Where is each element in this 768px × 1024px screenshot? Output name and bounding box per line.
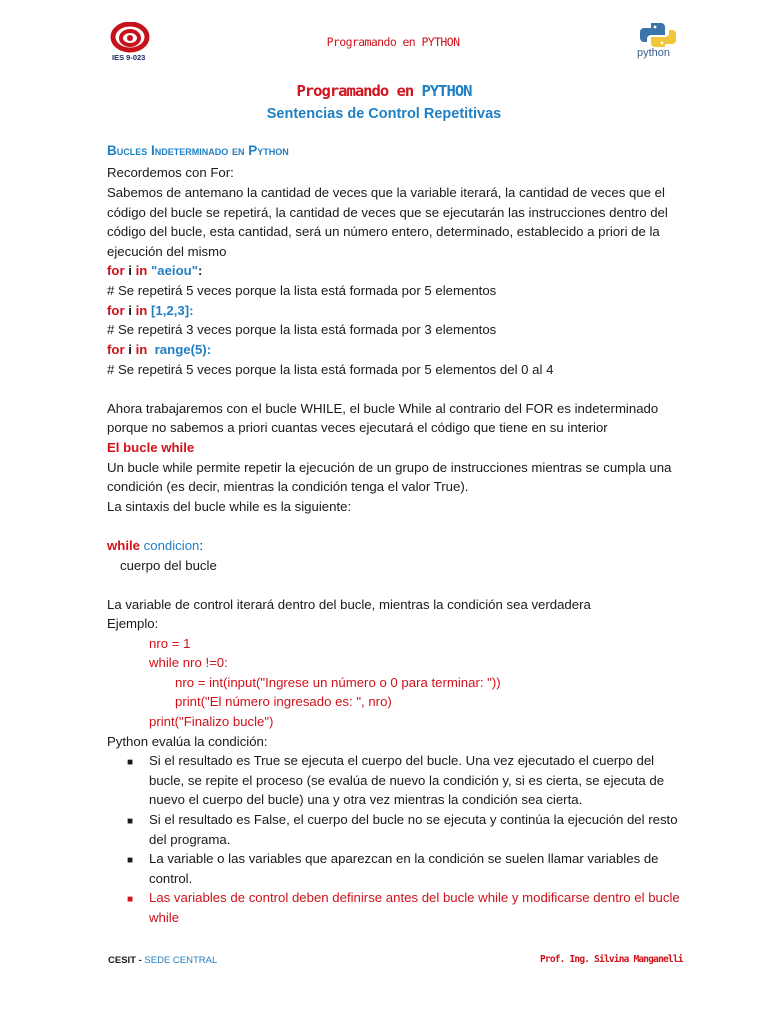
page-title	[0, 82, 768, 100]
while-syntax	[107, 536, 203, 556]
code-line: print("El número ingresado es: ", nro)	[175, 694, 392, 709]
text-line: código del bucle, esta cantidad, será un número entero, determinado, establecido a priori de la	[107, 224, 660, 239]
bullet-icon: ■	[127, 757, 134, 768]
python-logo	[635, 20, 681, 60]
python-logo-text: python	[637, 47, 671, 59]
ies-logo-icon	[108, 22, 152, 54]
text-line: Recordemos con For:	[107, 165, 234, 180]
code-line: nro = 1	[149, 636, 191, 651]
in-keyword: in	[135, 303, 148, 318]
for-colon: :	[197, 263, 203, 278]
text-line: porque no sabemos a priori cuantas veces ejecutará el código que tiene en su interior	[107, 420, 608, 435]
page-subtitle: Sentencias de Control Repetitivas	[266, 106, 502, 122]
title-part-a: Programando en	[296, 82, 414, 100]
for-sequence: range(5):	[154, 342, 212, 357]
text-line: Ahora trabajaremos con el bucle WHILE, el bucle While al contrario del FOR es indeterminado	[107, 401, 659, 416]
while-colon: :	[199, 538, 204, 553]
bullet-item: Si el resultado es True se ejecuta el cuerpo del bucle. Una vez ejecutado el cuerpo del bucle, se repite el proceso (se evalúa de nuevo la condición y, si es cierta, se ejecuta de nuevo el cuerpo del bucle) una y otra vez mientras la condición sea cierta.	[149, 753, 665, 808]
text-line: código del bucle se repetirá, la cantidad de veces que se ejecutarán las instrucciones dentro del	[107, 205, 668, 220]
code-line: print("Finalizo bucle")	[149, 714, 274, 729]
footer-org: CESIT -	[108, 955, 142, 966]
while-body: cuerpo del bucle	[120, 558, 217, 573]
for-variable: i	[128, 263, 132, 278]
text-line: Sabemos de antemano la cantidad de veces que la variable iterará, la cantidad de veces que el	[107, 185, 665, 200]
comment-line: # Se repetirá 3 veces porque la lista está formada por 3 elementos	[107, 322, 497, 337]
for-variable: i	[128, 303, 132, 318]
for-keyword: for	[107, 263, 125, 278]
in-keyword: in	[135, 342, 148, 357]
for-variable: i	[128, 342, 132, 357]
text-line: La variable de control iterará dentro del bucle, mientras la condición sea verdadera	[107, 597, 591, 612]
comment-line: # Se repetirá 5 veces porque la lista está formada por 5 elementos	[107, 283, 497, 298]
text-line: ejecución del mismo	[107, 244, 227, 259]
bullet-icon: ■	[127, 894, 134, 905]
for-sequence: [1,2,3]:	[151, 303, 194, 318]
while-keyword: while	[107, 538, 140, 553]
footer-left	[108, 955, 217, 966]
section-heading: Bucles Indeterminado en Python	[107, 143, 289, 158]
code-line: nro = int(input("Ingrese un número o 0 para terminar: "))	[175, 675, 501, 690]
text-line: Ejemplo:	[107, 616, 159, 631]
text-line: Python evalúa la condición:	[107, 734, 268, 749]
python-logo-icon	[635, 20, 681, 50]
ies-logo	[108, 22, 152, 64]
text-line: condición (es decir, mientras la condición tenga el valor True).	[107, 479, 469, 494]
in-keyword: in	[135, 263, 148, 278]
bullet-item: Si el resultado es False, el cuerpo del bucle no se ejecuta y continúa la ejecución del resto del programa.	[149, 812, 678, 847]
for-sequence: "aeiou"	[151, 263, 198, 278]
bullet-item: La variable o las variables que aparezcan en la condición se suelen llamar variables de control.	[149, 851, 659, 886]
title-part-b: PYTHON	[421, 82, 472, 100]
while-condition: condicion	[143, 538, 200, 553]
for-keyword: for	[107, 303, 125, 318]
text-line: La sintaxis del bucle while es la siguiente:	[107, 499, 352, 514]
for-loop-example-2	[107, 301, 194, 321]
footer-author: Prof. Ing. Silvina Manganelli	[540, 954, 683, 965]
for-keyword: for	[107, 342, 125, 357]
bullet-item: Las variables de control deben definirse antes del bucle while y modificarse dentro el bucle while	[149, 890, 680, 925]
footer-site: SEDE CENTRAL	[144, 955, 218, 966]
bullet-icon: ■	[127, 855, 134, 866]
code-line: while nro !=0:	[149, 655, 228, 670]
bullet-icon: ■	[127, 816, 134, 827]
for-loop-example-1	[107, 261, 202, 281]
text-line: Un bucle while permite repetir la ejecución de un grupo de instrucciones mientras se cumpla una	[107, 460, 672, 475]
ies-logo-text: IES 9-023	[112, 53, 146, 62]
while-heading: El bucle while	[107, 440, 195, 455]
header-title: Programando en PYTHON	[326, 35, 460, 49]
for-loop-example-3	[107, 340, 211, 360]
comment-line: # Se repetirá 5 veces porque la lista está formada por 5 elementos del 0 al 4	[107, 362, 554, 377]
